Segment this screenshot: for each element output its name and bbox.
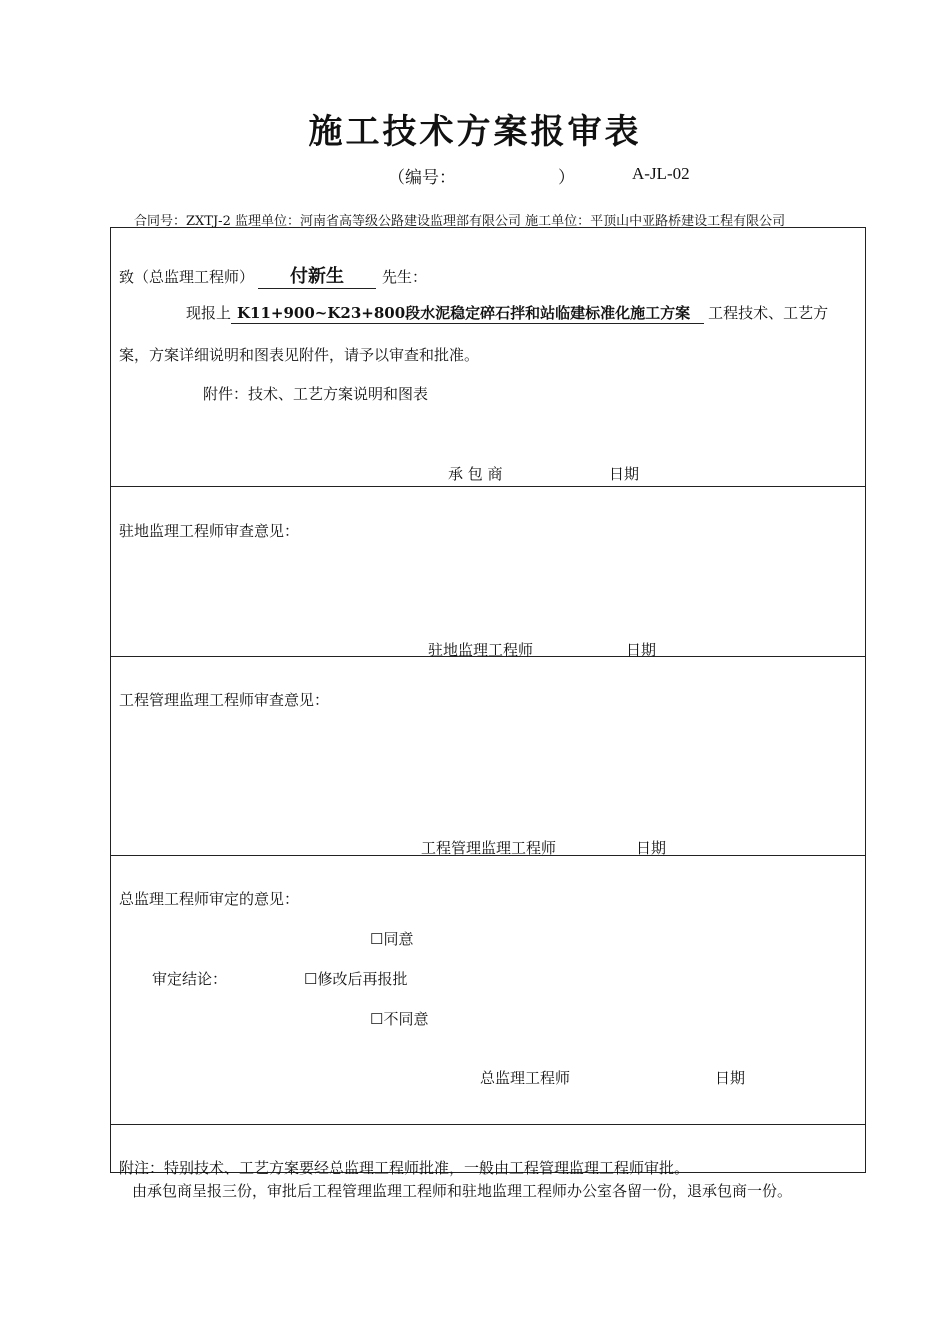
chief-engineer-signature-label: 总监理工程师 xyxy=(480,1069,571,1087)
chief-engineer-date-label: 日期 xyxy=(715,1069,746,1087)
form-title: 施工技术方案报审表 xyxy=(308,112,642,152)
option-reject-checkbox[interactable]: ☐不同意 xyxy=(370,1010,429,1028)
addressee-line xyxy=(119,262,427,289)
report-line xyxy=(186,302,828,324)
option-revise-checkbox[interactable]: ☐修改后再报批 xyxy=(304,970,408,988)
chief-engineer-opinion-heading: 总监理工程师审定的意见： xyxy=(119,890,300,908)
addressee-prefix: 致（总监理工程师） xyxy=(119,268,255,286)
report-line-2: 案，方案详细说明和图表见附件，请予以审查和批准。 xyxy=(119,346,480,364)
addressee-suffix: 先生： xyxy=(382,268,428,286)
resident-engineer-opinion-heading: 驻地监理工程师审查意见： xyxy=(119,522,300,540)
attachment-note: 附件：技术、工艺方案说明和图表 xyxy=(203,385,429,403)
contractor-signature-label: 承 包 商 xyxy=(448,465,503,483)
project-name[interactable]: K11+900~K23+800段水泥稳定碎石拌和站临建标准化施工方案 xyxy=(231,302,704,324)
footer-note: 由承包商呈报三份，审批后工程管理监理工程师和驻地监理工程师办公室各留一份，退承包商一份。 xyxy=(132,1182,793,1200)
row-divider xyxy=(110,1124,866,1125)
option-approve-checkbox[interactable]: ☐同意 xyxy=(370,930,414,948)
management-engineer-date-label: 日期 xyxy=(636,839,667,857)
resident-engineer-date-label: 日期 xyxy=(626,641,657,659)
report-suffix: 工程技术、工艺方 xyxy=(708,304,829,322)
contractor-date-label: 日期 xyxy=(609,465,640,483)
conclusion-label: 审定结论： xyxy=(152,970,228,988)
serial-number-close: ） xyxy=(558,168,575,188)
serial-number-label: （编号： xyxy=(388,168,456,188)
engineer-name[interactable]: 付新生 xyxy=(258,262,376,289)
resident-engineer-signature-label: 驻地监理工程师 xyxy=(428,641,534,659)
management-engineer-signature-label: 工程管理监理工程师 xyxy=(421,839,557,857)
management-engineer-opinion-heading: 工程管理监理工程师审查意见： xyxy=(119,691,330,709)
row-divider xyxy=(110,486,866,487)
contract-info-line: 合同号：ZXTJ-2 监理单位：河南省高等级公路建设监理部有限公司 施工单位：平顶山中亚路桥建设工程有限公司 xyxy=(134,214,786,229)
report-prefix: 现报上 xyxy=(186,304,232,322)
remarks-note: 附注：特别技术、工艺方案要经总监理工程师批准，一般由工程管理监理工程师审批。 xyxy=(119,1159,690,1177)
form-id: A-JL-02 xyxy=(632,164,690,183)
